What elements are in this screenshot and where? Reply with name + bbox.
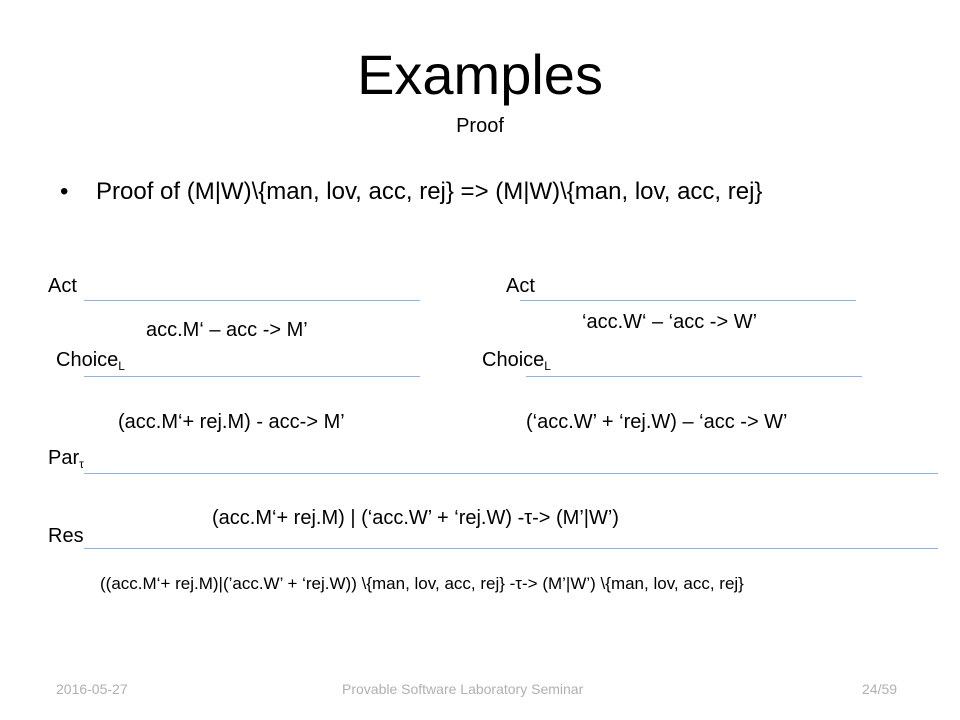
footer-date: 2016-05-27 bbox=[56, 681, 128, 697]
right-act-conclusion: ‘acc.W‘ – ‘acc -> W’ bbox=[582, 311, 758, 333]
bullet-text: Proof of (M|W)\{man, lov, acc, rej} => (M|W)\{man, lov, acc, rej} bbox=[96, 178, 763, 205]
bullet-item bbox=[60, 176, 762, 208]
left-choice-conclusion: (acc.M‘+ rej.M) - acc-> M’ bbox=[118, 411, 345, 433]
par-rule-line bbox=[84, 473, 938, 474]
par-label-sub: τ bbox=[79, 457, 84, 471]
par-label bbox=[48, 446, 84, 476]
left-choice-rule-line bbox=[84, 376, 420, 377]
right-act-label: Act bbox=[506, 275, 535, 297]
right-choice-rule-line bbox=[526, 376, 862, 377]
par-label-text: Par bbox=[48, 447, 80, 469]
right-act-rule-line bbox=[520, 300, 856, 301]
left-choice-label-sub: L bbox=[118, 359, 125, 373]
res-rule-line bbox=[84, 548, 938, 549]
left-act-label: Act bbox=[48, 275, 77, 297]
footer-page-number bbox=[862, 680, 897, 698]
left-choice-label-text: Choice bbox=[56, 349, 119, 371]
left-act-conclusion: acc.M‘ – acc -> M’ bbox=[146, 319, 308, 341]
right-choice-label-text: Choice bbox=[482, 349, 545, 371]
footer-page-total: /59 bbox=[877, 681, 898, 697]
slide-title: Examples bbox=[357, 43, 603, 106]
bullet-marker: • bbox=[60, 178, 69, 205]
right-choice-label-sub: L bbox=[544, 359, 551, 373]
res-label: Res bbox=[48, 525, 84, 547]
footer-page-current: 24 bbox=[862, 681, 878, 697]
slide-subtitle: Proof bbox=[456, 115, 504, 137]
footer-seminar-title: Provable Software Laboratory Seminar bbox=[342, 681, 584, 697]
par-conclusion: (acc.M‘+ rej.M) | (‘acc.W’ + ‘rej.W) -τ-> (M’|W’) bbox=[212, 507, 619, 529]
res-conclusion: ((acc.M‘+ rej.M)|(’acc.W’ + ‘rej.W)) \{man, lov, acc, rej} -τ-> (M’|W’) \{man, lov, acc, rej} bbox=[100, 574, 744, 593]
left-act-rule-line bbox=[84, 300, 420, 301]
right-choice-conclusion: (‘acc.W’ + ‘rej.W) – ‘acc -> W’ bbox=[526, 411, 788, 433]
right-choice-label bbox=[482, 348, 551, 378]
left-choice-label bbox=[56, 348, 125, 378]
